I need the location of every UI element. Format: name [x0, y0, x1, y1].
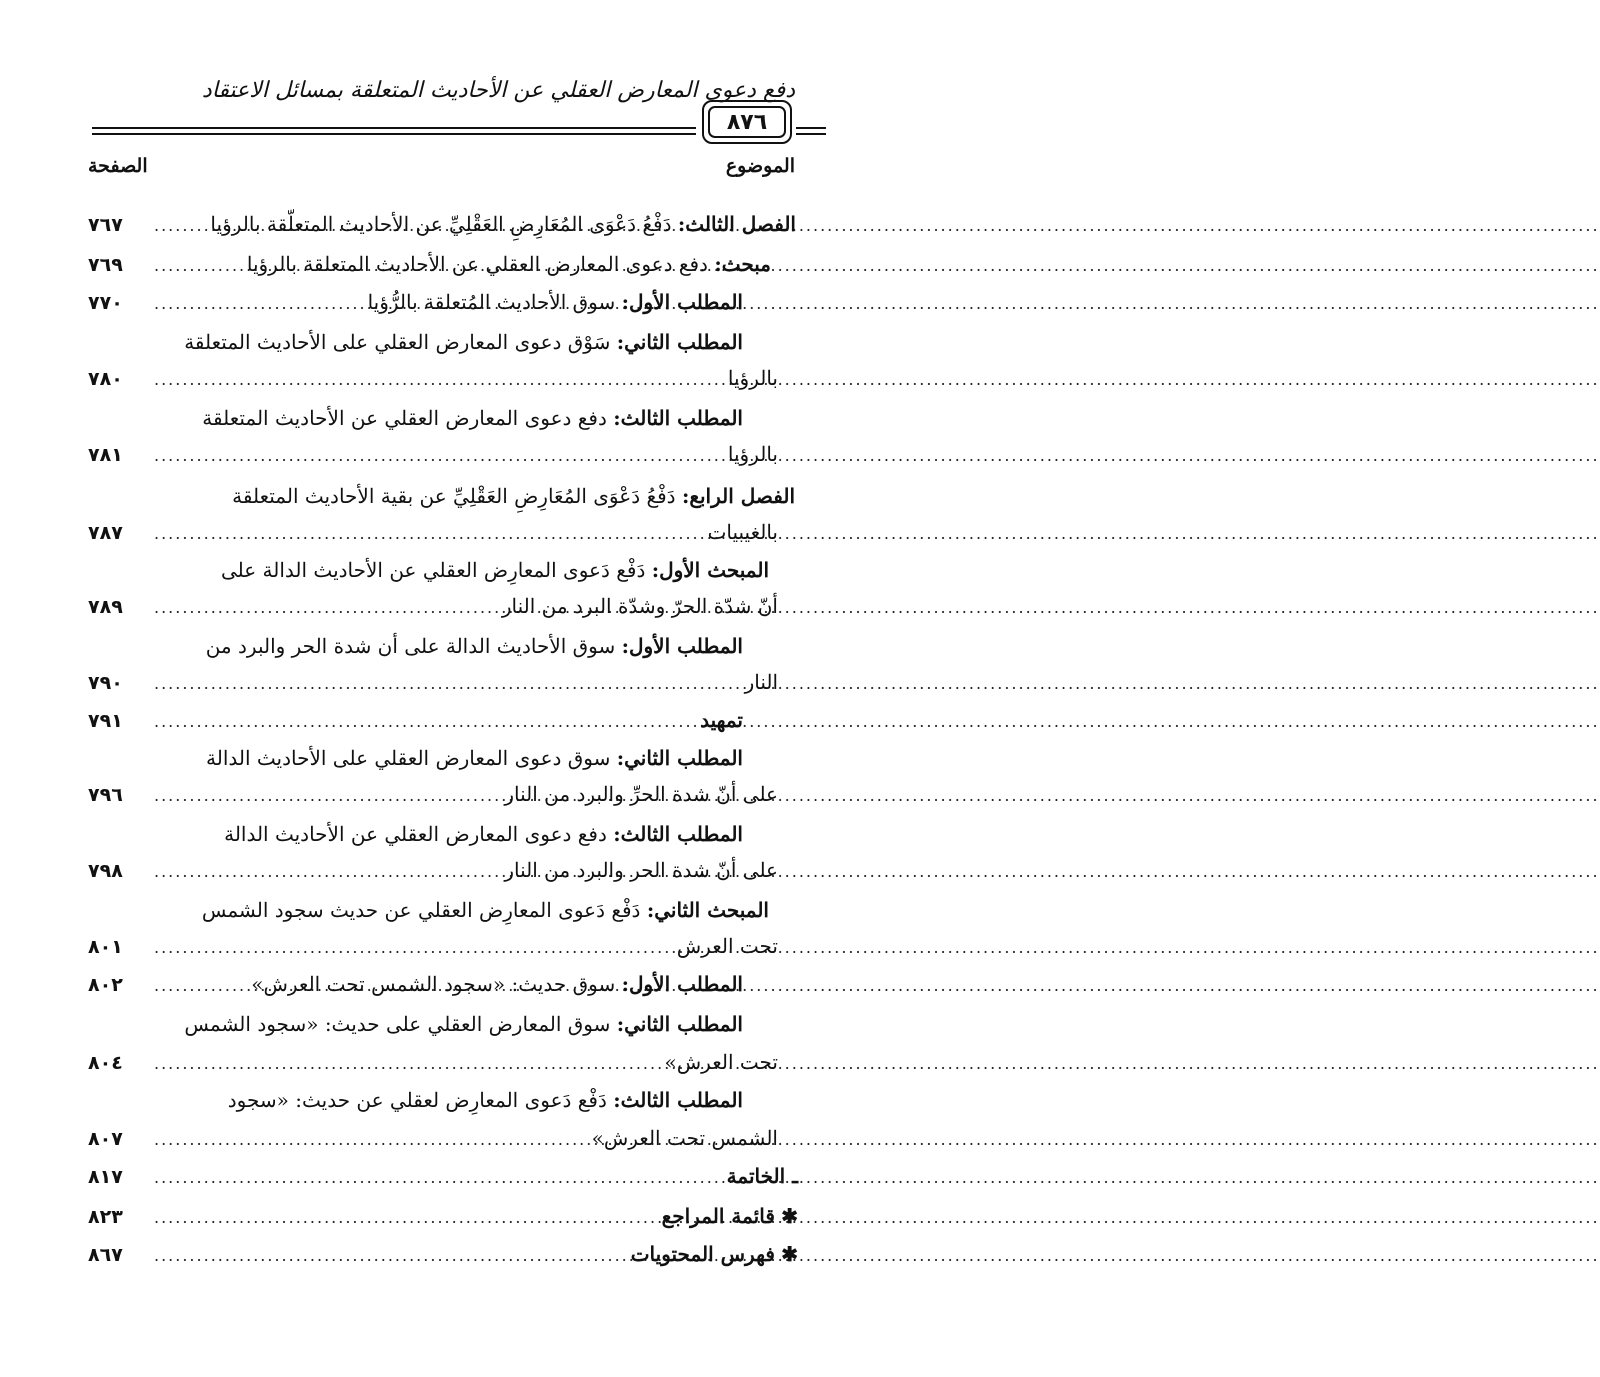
toc-text: سَوْق دعوى المعارض العقلي على الأحاديث المتعلقة: [184, 330, 617, 354]
toc-text: دَفْعُ دَعْوَى المُعَارِضِ العَقْلِيِّ عن بقية الأحاديث المتعلقة: [232, 484, 682, 508]
dot-leader: [154, 370, 722, 389]
dot-leader: [154, 862, 498, 881]
dot-leader: [154, 1246, 625, 1265]
asterisk-bullet-icon: ✱: [781, 1242, 798, 1266]
dot-leader: [154, 216, 204, 235]
toc-entry[interactable]: [88, 1204, 798, 1244]
dot-leader: [154, 674, 739, 693]
toc-title: [662, 1204, 798, 1228]
toc-text: سوق المعارض العقلي على حديث: «سجود الشمس: [184, 1012, 617, 1036]
dot-leader: [154, 712, 694, 731]
toc-continuation: على أنّ شدة الحر والبرد من النار: [504, 858, 778, 882]
toc-page-number: ٧٧٠: [88, 292, 123, 314]
toc-page-number: ٨٠٢: [88, 974, 123, 996]
toc-text: سوق الأحاديث الدالة على أن شدة الحر والبرد من: [205, 634, 622, 658]
toc-page-number: ٧٦٩: [88, 254, 123, 276]
toc-entry[interactable]: [88, 252, 771, 292]
toc-page-number: ٨٢٣: [88, 1206, 123, 1228]
toc-continuation: بالرؤيا: [727, 442, 778, 466]
toc-label: المطلب الثاني:: [616, 746, 743, 770]
toc-entry[interactable]: [88, 934, 778, 974]
toc-label: المطلب الأول:: [621, 972, 743, 996]
dot-leader: [154, 1130, 586, 1149]
toc-page-number: ٧٨٠: [88, 368, 123, 390]
toc-title: [251, 972, 743, 996]
toc-page-number: ٨٠٧: [88, 1128, 123, 1150]
toc-page-number: ٨٠١: [88, 936, 123, 958]
toc-text: دفع دعوى المعارض العقلي عن الأحاديث الدالة: [224, 822, 614, 846]
dot-leader: [154, 294, 362, 313]
toc-entry[interactable]: [88, 782, 778, 822]
toc-entry[interactable]: [88, 366, 778, 406]
dot-leader: [154, 1054, 659, 1073]
toc-continuation: تحت العرش: [676, 934, 778, 958]
running-title: دفع دعوى المعارض العقلي عن الأحاديث المتعلقة بمسائل الاعتقاد: [201, 78, 795, 103]
dot-leader: [154, 1208, 656, 1227]
toc-continuation: النار: [744, 670, 778, 694]
toc-continuation: أنّ شدّة الحرّ وشدّة البرد من النار: [501, 594, 778, 618]
toc-text: دَفْعُ دَعْوَى المُعَارِضِ العَقْلِيِّ عن الأحاديث المتعلّقة بالرؤيا: [210, 212, 678, 236]
toc-entry[interactable]: [88, 708, 743, 748]
toc-page-number: ٧٩٦: [88, 784, 123, 806]
dot-leader: [154, 786, 498, 805]
toc-label: الفصل الثالث:: [677, 212, 796, 236]
column-heading-page: الصفحة: [88, 155, 148, 177]
toc-entry[interactable]: [88, 972, 743, 1012]
toc-page-number: ٧٦٧: [88, 214, 123, 236]
toc-page-number: ٨٦٧: [88, 1244, 123, 1266]
toc-page-number: ٧٨١: [88, 444, 123, 466]
toc-entry-line1: [123, 634, 743, 674]
toc-text: دَفْع دَعوى المعارِض العقلي عن حديث سجود الشمس: [201, 898, 647, 922]
toc-page-number: ٨١٧: [88, 1166, 123, 1188]
toc-label: المطلب الثاني:: [616, 1012, 743, 1036]
dot-leader: [154, 446, 722, 465]
toc-label: قائمة المراجع: [661, 1204, 775, 1228]
column-heading-topic: الموضوع: [725, 155, 795, 177]
toc-title: [368, 290, 743, 314]
toc-page-number: ٧٨٧: [88, 522, 123, 544]
toc-entry-line1: [123, 1088, 743, 1128]
toc-label: المبحث الثاني:: [646, 898, 769, 922]
toc-label: الفصل الرابع:: [681, 484, 795, 508]
toc-title: [210, 212, 796, 236]
toc-entry-line1: [119, 558, 769, 598]
dot-leader: [154, 256, 241, 275]
toc-entry-line1: [123, 406, 743, 446]
toc-entry-line1: [119, 898, 769, 938]
toc-label: المطلب الأول:: [621, 634, 743, 658]
toc-label: المطلب الثالث:: [613, 822, 743, 846]
toc-text: دَفْع دَعوى المعارِض لعقلي عن حديث: «سجود: [227, 1088, 614, 1112]
toc-continuation: بالغيبيات: [707, 520, 778, 544]
toc-label: فهرس المحتويات: [630, 1242, 775, 1266]
toc-continuation: الشمس تحت العرش»: [591, 1126, 778, 1150]
toc-title: [247, 252, 771, 276]
toc-continuation: على أنّ شدة الحرِّ والبرد من النار: [504, 782, 778, 806]
toc-text: دفع دعوى المعارض العقلي عن الأحاديث المتعلقة: [202, 406, 614, 430]
toc-text: سوق حديث: «سجود الشمس تحت العرش»: [251, 972, 622, 996]
toc-label: تمهيد: [700, 708, 743, 732]
toc-page-number: ٧٩١: [88, 710, 123, 732]
toc-label: المطلب الأول:: [621, 290, 743, 314]
toc-label: ـ الخاتمة: [726, 1164, 798, 1188]
toc-entry-line1: [123, 1012, 743, 1052]
toc-label: المبحث الأول:: [651, 558, 769, 582]
toc-entry[interactable]: [88, 212, 796, 252]
toc-entry[interactable]: [88, 290, 743, 330]
toc-entry[interactable]: [88, 1126, 778, 1166]
toc-entry-line1: [115, 484, 795, 524]
toc-page-number: ٨٠٤: [88, 1052, 123, 1074]
toc-page-number: ٧٩٨: [88, 860, 123, 882]
toc-title: [631, 1242, 798, 1266]
toc-entry-line1: [123, 746, 743, 786]
toc-page-number: ٧٨٩: [88, 596, 123, 618]
toc-entry[interactable]: [88, 1050, 778, 1090]
page-number: ٨٧٦: [708, 106, 786, 138]
toc-entry[interactable]: [88, 670, 778, 710]
toc-entry[interactable]: [88, 520, 778, 560]
asterisk-bullet-icon: ✱: [781, 1204, 798, 1228]
toc-label: مبحث:: [714, 252, 771, 276]
toc-page-number: ٧٩٠: [88, 672, 123, 694]
toc-entry[interactable]: [88, 594, 778, 634]
dot-leader: [154, 524, 702, 543]
toc-label: المطلب الثاني:: [616, 330, 743, 354]
toc-continuation: بالرؤيا: [727, 366, 778, 390]
toc-text: دَفْع دَعوى المعارِض العقلي عن الأحاديث الدالة على: [220, 558, 652, 582]
toc-entry[interactable]: [88, 858, 778, 898]
toc-title: [700, 708, 743, 732]
toc-entry[interactable]: [88, 442, 778, 482]
toc-continuation: تحت العرش»: [664, 1050, 778, 1074]
toc-entry-line1: [123, 822, 743, 862]
toc-text: سوق دعوى المعارض العقلي على الأحاديث الدالة: [206, 746, 617, 770]
toc-entry-line1: [123, 330, 743, 370]
toc-entry[interactable]: [88, 1164, 798, 1204]
toc-label: المطلب الثالث:: [613, 406, 743, 430]
toc-text: سوق الأحاديث المُتعلقة بالرُّؤيا: [367, 290, 622, 314]
dot-leader: [154, 1168, 721, 1187]
dot-leader: [154, 598, 496, 617]
toc-title: [727, 1164, 798, 1188]
dot-leader: [154, 976, 245, 995]
toc-entry[interactable]: [88, 1242, 798, 1282]
dot-leader: [154, 938, 671, 957]
toc-label: المطلب الثالث:: [613, 1088, 743, 1112]
toc-text: دفع دعوى المعارض العقلي عن الأحاديث المتعلقة بالرؤيا: [246, 252, 715, 276]
